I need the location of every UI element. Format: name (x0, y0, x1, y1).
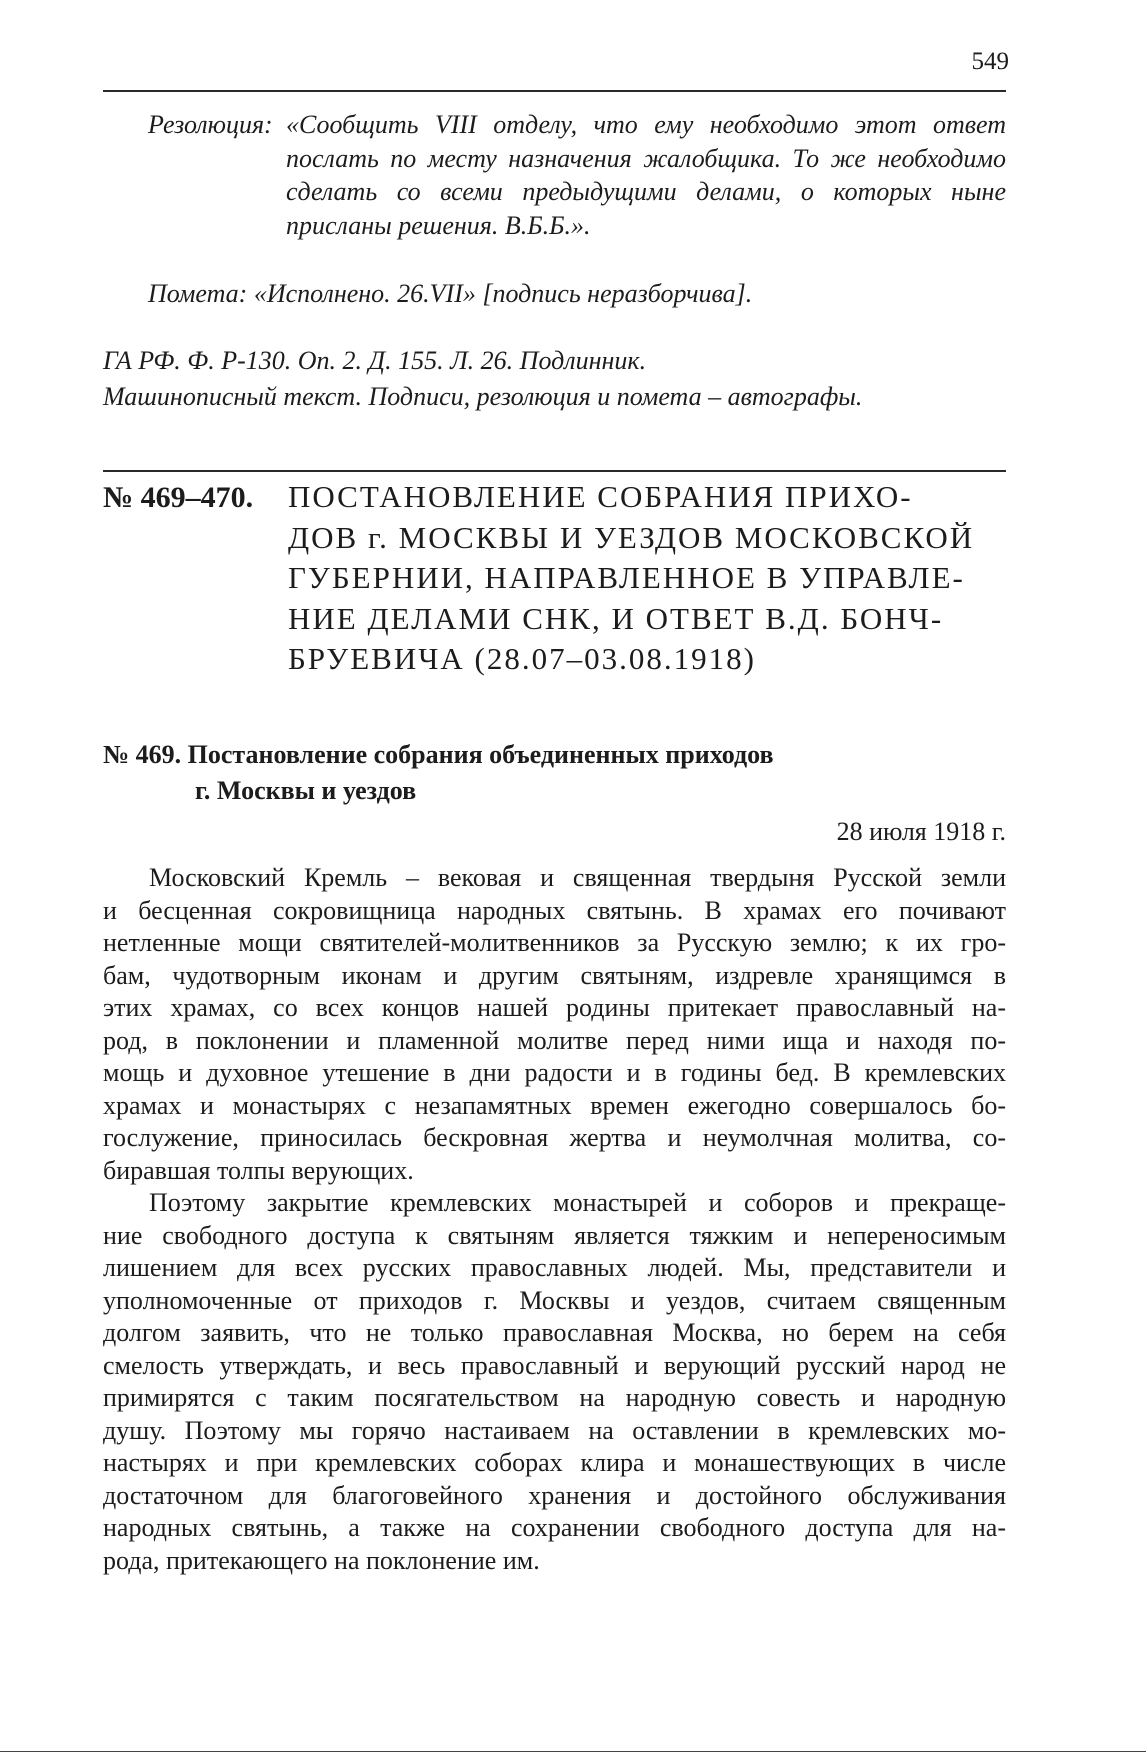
sub-heading (103, 737, 1006, 809)
heading-line: ДОВ г. МОСКВЫ И УЕЗДОВ МОСКОВСКОЙ (288, 519, 975, 555)
paragraph-line: народных святынь, а также на сохранении свободного доступа для на- (103, 1513, 1006, 1542)
section-rule (103, 470, 1006, 472)
paragraph-line: бам, чудотворным иконам и другим святыням, издревле хранящимся в (103, 960, 1006, 990)
paragraph-line: этих храмах, со всех концов нашей родины притекает православный на- (103, 993, 1006, 1022)
paragraph-line: мощь и духовное утешение в дни радости и в годины бед. В кремлевских (103, 1058, 1006, 1087)
page-number: 549 (971, 48, 1009, 75)
document-heading (103, 477, 1006, 680)
paragraph-line: долгом заявить, что не только православная Москва, но берем на себя (103, 1318, 1006, 1347)
note-line: Помета: «Исполнено. 26.VII» [подпись неразборчива]. (148, 279, 753, 308)
paragraph-line: ние свободного доступа к святыням является тяжким и непереносимым (103, 1220, 1006, 1250)
paragraph-line: рода, притекающего на поклонение им. (103, 1545, 540, 1575)
document-number: № 469–470. (103, 481, 254, 514)
paragraph-line: храмах и монастырях с незапамятных времен ежегодно совершалось бо- (103, 1090, 1006, 1120)
resolution-block (148, 108, 1006, 242)
document-date: 28 июля 1918 г. (836, 817, 1006, 846)
paragraph-line: род, в поклонении и пламенной молитве перед ними ища и находя по- (103, 1025, 1006, 1055)
paragraph-line: биравшая толпы верующих. (103, 1155, 414, 1185)
paragraph-line: лишением для всех русских православных людей. Мы, представители и (103, 1253, 1006, 1282)
paragraph-line: и бесценная сокровищница народных святынь. В храмах его почивают (103, 895, 1006, 925)
sub-heading-line-1: № 469. Постановление собрания объединенных приходов (103, 740, 774, 769)
paragraph-line: уполномоченные от приходов г. Москвы и уездов, считаем священным (103, 1285, 1006, 1315)
archive-line-2: Машинописный текст. Подписи, резолюция и помета – автографы. (103, 382, 863, 411)
archive-line-1: ГА РФ. Ф. Р-130. Оп. 2. Д. 155. Л. 26. Подлинник. (103, 346, 647, 375)
document-body (103, 862, 1006, 1577)
resolution-text: «Сообщить VIII отделу, что ему необходимо этот ответ послать по месту назначения жалобщика. То же необходимо сделать со всеми предыдущими делами, о которых ныне присланы решения. В.Б.Б.». (286, 110, 1006, 240)
paragraph-line: примирятся с таким посягательством на народную совесть и народную (103, 1383, 1006, 1412)
paragraph-line: Поэтому закрытие кремлевских монастырей и соборов и прекраще- (149, 1188, 1006, 1217)
paragraph-line: Московский Кремль – вековая и священная твердыня Русской земли (149, 863, 1006, 892)
sub-heading-line-2: г. Москвы и уездов (195, 776, 417, 805)
paragraph-line: нетленные мощи святителей-молитвенников за Русскую землю; к их гро- (103, 928, 1006, 957)
bottom-edge-rule (0, 1751, 1146, 1752)
heading-line: ГУБЕРНИИ, НАПРАВЛЕННОЕ В УПРАВЛЕ- (288, 560, 965, 595)
resolution-label: Резолюция: (148, 110, 273, 139)
heading-line: ПОСТАНОВЛЕНИЕ СОБРАНИЯ ПРИХО- (288, 479, 913, 514)
heading-line: НИЕ ДЕЛАМИ СНК, И ОТВЕТ В.Д. БОНЧ- (288, 600, 944, 636)
paragraph-line: достаточном для благоговейного хранения и достойного обслуживания (103, 1480, 1006, 1510)
heading-line: БРУЕВИЧА (28.07–03.08.1918) (288, 641, 756, 676)
paragraph-line: настырях и при кремлевских соборах клира и монашествующих в числе (103, 1448, 1006, 1477)
paragraph-line: смелость утверждать, и весь православный и верующий русский народ не (103, 1350, 1006, 1380)
paragraph-line: гослужение, приносилась бескровная жертва и неумолчная молитва, со- (103, 1123, 1006, 1152)
paragraph-line: душу. Поэтому мы горячо настаиваем на оставлении в кремлевских мо- (103, 1415, 1006, 1445)
top-rule (103, 90, 1006, 92)
